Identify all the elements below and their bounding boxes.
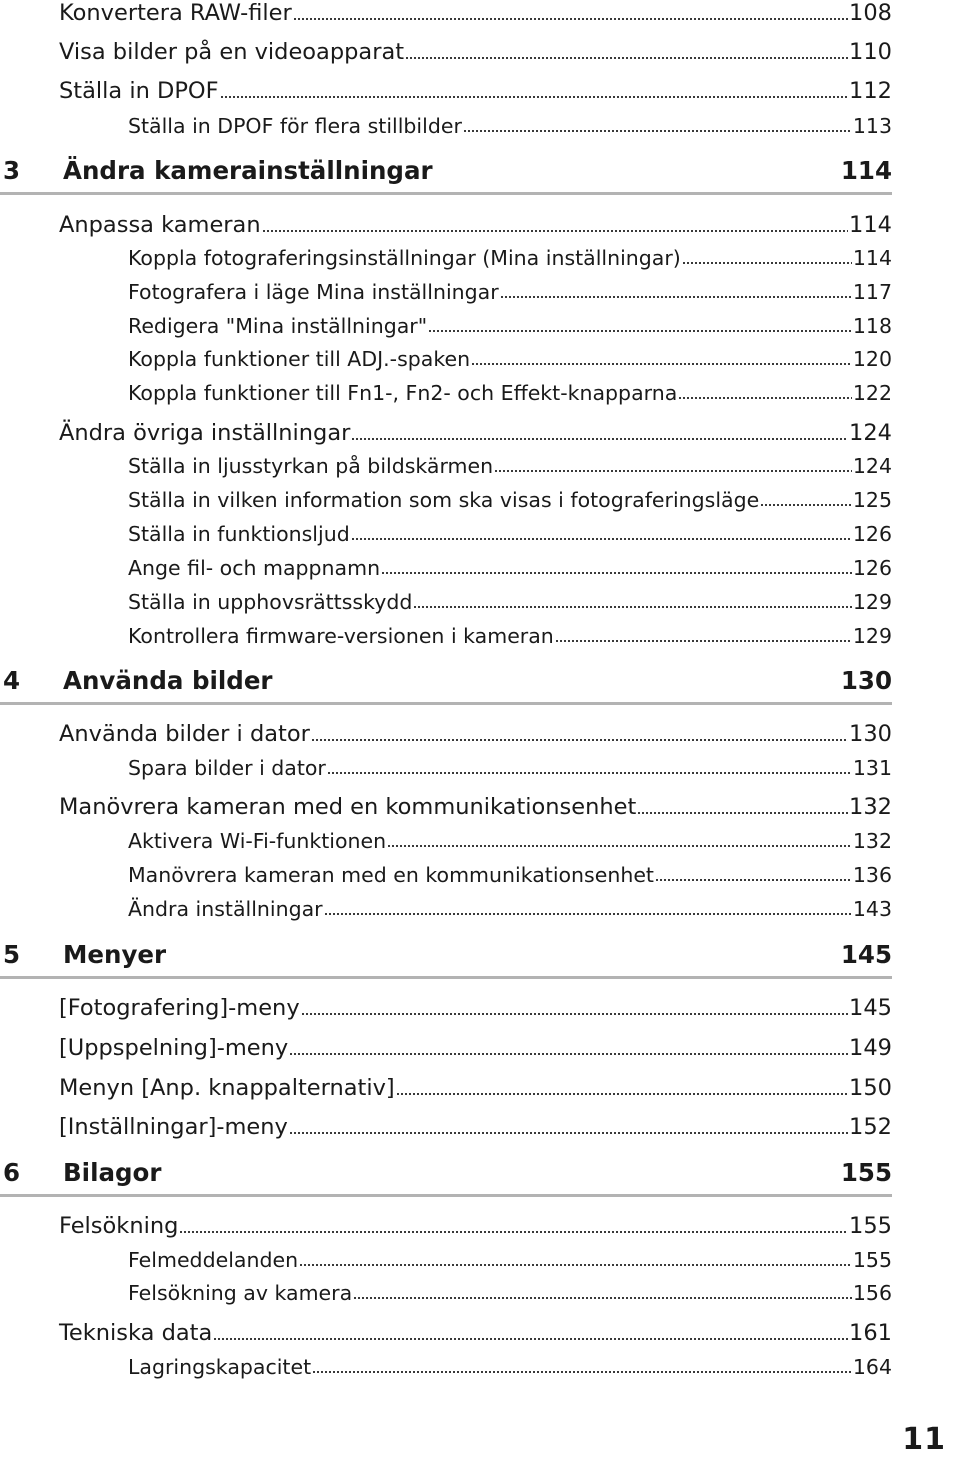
chapter-heading[interactable] [0,936,892,979]
dot-leader [351,538,852,540]
dot-leader [262,230,848,232]
chapter-title: Använda bilder [63,666,273,695]
toc-entry[interactable] [59,1320,892,1346]
toc-entry[interactable] [59,78,892,104]
entry-page: 117 [852,280,892,304]
dot-leader [324,913,852,915]
toc-subentry[interactable] [128,280,892,304]
entry-page: 131 [852,756,892,780]
toc-subentry[interactable] [128,829,892,853]
toc-entry[interactable] [59,1075,892,1101]
entry-page: 124 [849,420,892,446]
entry-title: Ändra övriga inställningar [59,420,351,446]
dot-leader [381,572,852,574]
entry-page: 149 [849,1035,892,1061]
chapter-number: 3 [3,156,21,185]
entry-title: Koppla fotograferingsinställningar (Mina inställningar) [128,246,681,270]
entry-title: Ställa in upphovsrättsskydd [128,590,413,614]
entry-title: Manövrera kameran med en kommunikationsenhet [59,794,637,820]
entry-title: [Fotografering]-meny [59,995,300,1021]
dot-leader [494,470,852,472]
entry-page: 129 [852,590,892,614]
entry-page: 132 [849,794,892,820]
chapter-heading[interactable] [0,1154,892,1197]
chapter-number: 5 [3,940,21,969]
entry-page: 124 [852,454,892,478]
entry-page: 112 [849,78,892,104]
dot-leader [179,1231,848,1233]
entry-page: 152 [849,1114,892,1140]
entry-page: 118 [852,314,892,338]
dot-leader [312,1371,852,1373]
toc-entry[interactable] [59,420,892,446]
entry-page: 114 [852,246,892,270]
toc-subentry[interactable] [128,246,892,270]
toc-subentry[interactable] [128,756,892,780]
entry-page: 161 [849,1320,892,1346]
dot-leader [500,296,852,298]
dot-leader [213,1338,848,1340]
entry-title: [Uppspelning]-meny [59,1035,289,1061]
toc-entry[interactable] [59,39,892,65]
entry-title: Felmeddelanden [128,1248,299,1272]
entry-page: 130 [849,721,892,747]
toc-subentry[interactable] [128,454,892,478]
toc-entry[interactable] [59,794,892,820]
entry-title: [Inställningar]-meny [59,1114,288,1140]
dot-leader [463,130,852,132]
entry-page: 143 [852,897,892,921]
dot-leader [353,1297,852,1299]
entry-title: Konvertera RAW-filer [59,0,292,26]
chapter-page: 155 [840,1158,892,1187]
entry-title: Tekniska data [59,1320,213,1346]
chapter-heading[interactable] [0,152,892,195]
entry-title: Fotografera i läge Mina inställningar [128,280,499,304]
entry-page: 110 [849,39,892,65]
toc-subentry[interactable] [128,863,892,887]
entry-page: 155 [852,1248,892,1272]
chapter-title: Menyer [63,940,167,969]
chapter-title: Bilagor [63,1158,162,1187]
toc-subentry[interactable] [128,381,892,405]
dot-leader [311,739,848,741]
toc-subentry[interactable] [128,488,892,512]
toc-entry[interactable] [59,995,892,1021]
dot-leader [387,845,852,847]
entry-title: Ställa in DPOF för flera stillbilder [128,114,462,138]
dot-leader [471,363,852,365]
entry-page: 145 [849,995,892,1021]
toc-entry[interactable] [59,1114,892,1140]
dot-leader [289,1053,848,1055]
dot-leader [682,262,852,264]
entry-title: Anpassa kameran [59,212,261,238]
toc-subentry[interactable] [128,314,892,338]
dot-leader [289,1132,848,1134]
dot-leader [293,18,848,20]
dot-leader [428,330,852,332]
entry-title: Redigera "Mina inställningar" [128,314,428,338]
chapter-number: 4 [3,666,21,695]
dot-leader [655,879,852,881]
entry-page: 113 [852,114,892,138]
entry-page: 108 [849,0,892,26]
entry-title: Ställa in DPOF [59,78,219,104]
toc-entry[interactable] [59,1035,892,1061]
dot-leader [678,397,852,399]
toc-subentry[interactable] [128,1248,892,1272]
chapter-heading[interactable] [0,662,892,705]
dot-leader [413,606,851,608]
toc-subentry[interactable] [128,1355,892,1379]
entry-title: Ange fil- och mappnamn [128,556,381,580]
entry-title: Aktivera Wi-Fi-funktionen [128,829,387,853]
entry-title: Ställa in vilken information som ska visas i fotograferingsläge [128,488,760,512]
chapter-number: 6 [3,1158,21,1187]
entry-title: Felsökning av kamera [128,1281,353,1305]
chapter-title: Ändra kamerainställningar [63,156,433,185]
entry-page: 136 [852,863,892,887]
entry-title: Ställa in funktionsljud [128,522,350,546]
dot-leader [299,1264,852,1266]
toc-entry[interactable] [59,721,892,747]
dot-leader [301,1013,848,1015]
entry-title: Lagringskapacitet [128,1355,312,1379]
dot-leader [760,504,852,506]
dot-leader [396,1093,848,1095]
toc-entry[interactable] [59,0,892,26]
entry-page: 150 [849,1075,892,1101]
toc-subentry[interactable] [128,590,892,614]
entry-page: 122 [852,381,892,405]
chapter-page: 130 [840,666,892,695]
entry-page: 164 [852,1355,892,1379]
entry-title: Ändra inställningar [128,897,323,921]
toc-subentry[interactable] [128,522,892,546]
toc-subentry[interactable] [128,347,892,371]
entry-title: Kontrollera firmware-versionen i kameran [128,624,554,648]
dot-leader [405,57,848,59]
toc-subentry[interactable] [128,1281,892,1305]
entry-page: 126 [852,556,892,580]
entry-title: Ställa in ljusstyrkan på bildskärmen [128,454,494,478]
dot-leader [637,812,848,814]
entry-page: 120 [852,347,892,371]
entry-page: 129 [852,624,892,648]
toc-entry[interactable] [59,1213,892,1239]
dot-leader [220,96,849,98]
entry-title: Manövrera kameran med en kommunikationsenhet [128,863,654,887]
entry-title: Använda bilder i dator [59,721,310,747]
toc-subentry[interactable] [128,624,892,648]
entry-title: Spara bilder i dator [128,756,326,780]
entry-page: 155 [849,1213,892,1239]
toc-subentry[interactable] [128,897,892,921]
toc-subentry[interactable] [128,556,892,580]
entry-page: 125 [852,488,892,512]
chapter-page: 145 [840,940,892,969]
entry-page: 114 [849,212,892,238]
page-number: 11 [902,1422,946,1457]
dot-leader [351,438,848,440]
toc-entry[interactable] [59,212,892,238]
entry-title: Felsökning [59,1213,179,1239]
entry-page: 132 [852,829,892,853]
dot-leader [555,640,852,642]
entry-title: Visa bilder på en videoapparat [59,39,405,65]
entry-page: 126 [852,522,892,546]
toc-subentry[interactable] [128,114,892,138]
entry-title: Menyn [Anp. knappalternativ] [59,1075,395,1101]
chapter-page: 114 [840,156,892,185]
entry-page: 156 [852,1281,892,1305]
entry-title: Koppla funktioner till ADJ.-spaken [128,347,471,371]
entry-title: Koppla funktioner till Fn1-, Fn2- och Effekt-knapparna [128,381,678,405]
dot-leader [327,772,852,774]
